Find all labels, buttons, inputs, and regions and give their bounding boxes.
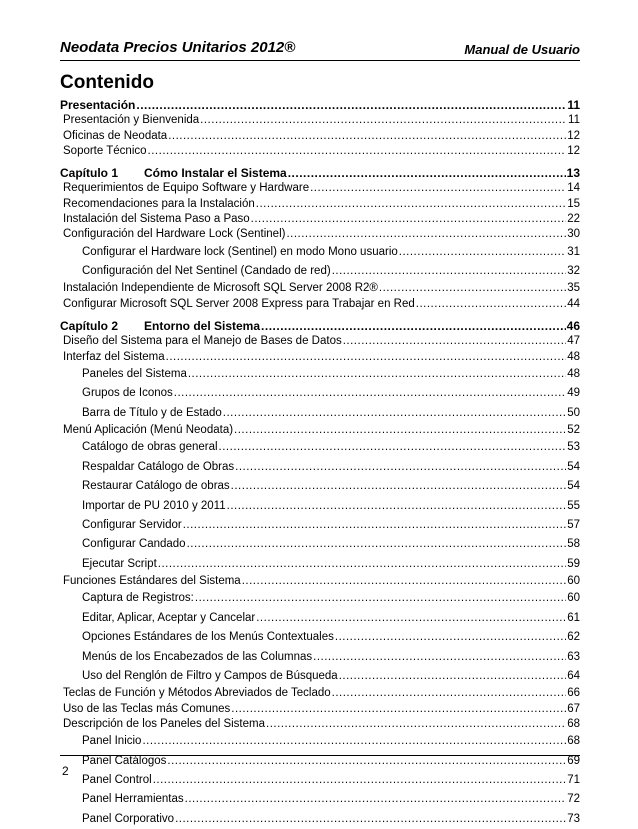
toc-entry-text [63, 197, 255, 212]
dot-leader [174, 384, 566, 403]
toc-entry-text [82, 438, 218, 457]
dot-leader [223, 404, 566, 423]
dot-leader [399, 243, 566, 262]
toc-entry-text [63, 281, 378, 296]
toc-entry-label: Editar, Aplicar, Aceptar y Cancelar [82, 611, 256, 624]
dot-leader [235, 458, 566, 477]
toc-entry[interactable] [60, 702, 580, 717]
toc-entry[interactable] [60, 732, 580, 751]
toc-entry-text [63, 212, 250, 227]
toc-page-number: 59 [567, 557, 580, 570]
toc-entry-text [63, 227, 285, 242]
toc-entry-label: Uso de las Teclas más Comunes [63, 702, 231, 715]
toc-entry-label: Panel Inicio [82, 735, 142, 748]
toc-entry-label: Instalación Independiente de Microsoft SQL Server 2008 R2® [63, 282, 378, 295]
toc-page-number: 54 [567, 460, 580, 473]
toc-entry-label: Teclas de Función y Métodos Abreviados de Teclado [63, 687, 331, 700]
toc-page-number: 12 [567, 144, 580, 157]
toc-entry-label: Menú Aplicación (Menú Neodata) [63, 424, 234, 437]
toc-entry-label: Cómo Instalar el Sistema [144, 166, 287, 181]
dot-leader [200, 113, 567, 128]
toc-entry[interactable] [60, 686, 580, 701]
toc-entry-text [82, 262, 331, 281]
toc-page-number: 46 [566, 319, 580, 334]
toc-page-number: 64 [567, 670, 580, 682]
dot-leader [332, 262, 567, 281]
toc-entry-label: Funciones Estándares del Sistema [63, 575, 241, 588]
toc-title: Contenido [60, 72, 154, 93]
toc-entry-text [63, 129, 167, 144]
toc-page-number: 55 [567, 499, 580, 512]
toc-page-number: 68 [567, 735, 580, 748]
header-product-title: Neodata Precios Unitarios 2012® [60, 39, 296, 56]
toc-page-number: 48 [567, 367, 580, 380]
toc-page-number: 73 [567, 812, 580, 825]
toc-entry[interactable] [60, 458, 580, 477]
toc-entry-label: Configuración del Hardware Lock (Sentinel) [63, 228, 286, 241]
toc-entry-label: Barra de Título y de Estado [82, 406, 222, 419]
toc-page-number: 12 [567, 129, 580, 142]
toc-page-number: 49 [567, 387, 580, 400]
dot-leader [266, 717, 566, 732]
toc-page-number: 35 [567, 282, 580, 295]
toc-entry[interactable] [60, 810, 580, 829]
toc-entry[interactable] [60, 384, 580, 403]
toc-entry-text [82, 555, 157, 574]
dot-leader [187, 535, 567, 554]
toc-entry-label: Descripción de los Paneles del Sistema [63, 717, 265, 730]
dot-leader [195, 589, 566, 608]
toc-entry[interactable] [60, 717, 580, 732]
toc-entry-text [82, 609, 255, 628]
toc-entry-text [63, 702, 230, 717]
toc-entry-text [63, 334, 342, 349]
toc-entry[interactable] [60, 144, 580, 159]
toc-page-number: 44 [567, 297, 580, 310]
toc-entry[interactable] [60, 197, 580, 212]
dot-leader [188, 365, 566, 384]
dot-leader [231, 477, 567, 496]
toc-entry-label: Panel Control [82, 774, 152, 787]
dot-leader [242, 574, 566, 589]
toc-page-number: 71 [567, 774, 580, 787]
toc-page-number: 52 [567, 424, 580, 437]
dot-leader [343, 334, 566, 349]
toc-page-number: 32 [567, 265, 580, 278]
dot-leader [286, 227, 566, 242]
toc-entry[interactable] [60, 181, 580, 196]
toc-entry-text [82, 790, 184, 809]
toc-entry[interactable] [60, 477, 580, 496]
toc-entry[interactable] [60, 423, 580, 438]
toc-page-number: 14 [567, 182, 580, 195]
toc-entry-label: Panel Herramientas [82, 793, 184, 806]
toc-entry-text [63, 686, 331, 701]
toc-entry-text [82, 667, 338, 686]
toc-entry-text [82, 771, 152, 790]
toc-entry-text [82, 810, 174, 829]
toc-page-number: 11 [568, 114, 580, 127]
toc-entry-label: Presentación [60, 98, 136, 112]
dot-leader [379, 281, 566, 296]
toc-entry-text [82, 365, 187, 384]
dot-leader [219, 438, 567, 457]
toc-entry-text [82, 384, 173, 403]
dot-leader [168, 129, 566, 144]
toc-entry-text [63, 297, 415, 312]
toc-page-number: 22 [567, 213, 580, 226]
toc-entry-text [63, 144, 147, 159]
dot-leader [251, 212, 567, 227]
toc-entry-text [82, 732, 141, 751]
toc-entry[interactable] [60, 516, 580, 535]
toc-entry[interactable] [60, 334, 580, 349]
toc-entry-label: Interfaz del Sistema [63, 350, 165, 363]
toc-entry-label: Importar de PU 2010 y 2011 [82, 499, 226, 512]
dot-leader [153, 771, 567, 790]
toc-page-number: 58 [567, 538, 580, 551]
toc-entry-label: Configurar Microsoft SQL Server 2008 Express para Trabajar en Red [63, 297, 415, 310]
dot-leader [261, 319, 566, 334]
toc-page-number: 69 [567, 754, 580, 767]
toc-entry-label: Uso del Renglón de Filtro y Campos de Búsqueda [82, 670, 338, 682]
toc-page-number: 68 [567, 717, 580, 730]
toc-entry-text [63, 423, 233, 438]
toc-page-number: 63 [567, 650, 580, 663]
dot-leader [256, 609, 566, 628]
dot-leader [183, 516, 566, 535]
toc-entry-text [82, 589, 194, 608]
toc-entry-text [82, 535, 186, 554]
toc-entry-label: Opciones Estándares de los Menús Contextuales [82, 631, 334, 644]
toc-spacer [60, 159, 580, 166]
toc-entry-text [82, 648, 312, 667]
dot-leader [175, 810, 566, 829]
toc-page-number: 61 [567, 611, 580, 624]
toc-entry-label: Requerimientos de Equipo Software y Hardware [63, 182, 310, 195]
toc-page-number: 57 [567, 518, 580, 531]
dot-leader [158, 555, 566, 574]
toc-entry[interactable] [60, 129, 580, 144]
toc-entry-text [63, 181, 309, 196]
toc-entry-text [82, 497, 226, 516]
dot-leader [231, 702, 566, 717]
toc-entry[interactable] [60, 404, 580, 423]
toc-entry-text [63, 717, 265, 732]
toc-entry[interactable] [60, 628, 580, 647]
toc-entry[interactable] [60, 262, 580, 281]
toc-entry-label: Configurar Candado [82, 538, 186, 551]
toc-entry-text [82, 628, 334, 647]
dot-leader [148, 144, 567, 159]
toc-entry-label: Configuración del Net Sentinel (Candado de red) [82, 265, 331, 278]
toc-chapter-entry[interactable] [60, 166, 580, 181]
toc-entry-label: Configurar Servidor [82, 518, 182, 531]
dot-leader [416, 297, 566, 312]
toc-page-number: 60 [567, 592, 580, 605]
toc-page-number: 15 [567, 197, 580, 210]
dot-leader [185, 790, 567, 809]
toc-entry-text [82, 516, 182, 535]
toc-entry-text [82, 404, 222, 423]
toc-entry-label: Paneles del Sistema [82, 367, 187, 380]
toc-entry-label: Respaldar Catálogo de Obras [82, 460, 235, 473]
toc-entry-label: Catálogo de obras general [82, 441, 218, 454]
toc-entry-label: Grupos de Iconos [82, 387, 173, 400]
toc-page-number: 60 [567, 575, 580, 588]
toc-entry-label: Oficinas de Neodata [63, 129, 168, 142]
toc-page-number: 31 [567, 245, 580, 258]
chapter-number: Capítulo 1 [60, 166, 119, 181]
toc-entry-text [82, 458, 234, 477]
toc-entry-text [63, 574, 241, 589]
toc-entry[interactable] [60, 438, 580, 457]
toc-page-number: 50 [567, 406, 580, 419]
toc-entry[interactable] [60, 297, 580, 312]
toc-entry[interactable] [60, 350, 580, 365]
toc-entry[interactable] [60, 609, 580, 628]
dot-leader [288, 166, 566, 181]
toc-entry-label: Panel Catálogos [82, 754, 167, 767]
toc-entry-label: Presentación y Bienvenida [63, 114, 200, 127]
toc-entry-label: Restaurar Catálogo de obras [82, 480, 230, 493]
toc-entry-text [82, 477, 230, 496]
toc-entry[interactable] [60, 281, 580, 296]
toc-page-number: 54 [567, 480, 580, 493]
toc-entry-text [60, 319, 260, 334]
toc-entry[interactable] [60, 227, 580, 242]
toc-entry[interactable] [60, 113, 580, 128]
dot-leader [332, 686, 567, 701]
toc-entry-label: Menús de los Encabezados de las Columnas [82, 650, 313, 663]
dot-leader [227, 497, 567, 516]
table-of-contents [60, 98, 580, 829]
toc-page-number: 72 [567, 793, 580, 806]
toc-entry[interactable] [60, 98, 580, 113]
toc-entry-text [82, 243, 398, 262]
page-header [60, 30, 580, 61]
toc-page-number: 53 [567, 441, 580, 454]
toc-page-number: 66 [567, 687, 580, 700]
toc-entry[interactable] [60, 212, 580, 227]
toc-entry-label: Entorno del Sistema [144, 319, 261, 334]
toc-page-number: 30 [567, 228, 580, 241]
toc-entry[interactable] [60, 648, 580, 667]
toc-page-number: 62 [567, 631, 580, 644]
toc-page-number: 47 [567, 335, 580, 348]
dot-leader [136, 98, 566, 113]
toc-page-number: 13 [566, 166, 580, 181]
toc-entry-label: Diseño del Sistema para el Manejo de Bases de Datos [63, 335, 342, 348]
dot-leader [335, 628, 566, 647]
toc-page-number: 67 [567, 702, 580, 715]
toc-entry[interactable] [60, 790, 580, 809]
dot-leader [256, 197, 566, 212]
chapter-number: Capítulo 2 [60, 319, 119, 334]
toc-entry-label: Instalación del Sistema Paso a Paso [63, 213, 250, 226]
dot-leader [166, 350, 567, 365]
dot-leader [310, 181, 566, 196]
toc-entry[interactable] [60, 365, 580, 384]
toc-entry[interactable] [60, 574, 580, 589]
toc-page-number: 11 [567, 98, 580, 112]
toc-entry-text [63, 113, 199, 128]
dot-leader [142, 732, 566, 751]
toc-entry-text [60, 166, 287, 181]
page-number: 2 [62, 764, 69, 778]
toc-entry[interactable] [60, 243, 580, 262]
toc-spacer [60, 312, 580, 319]
header-manual-title: Manual de Usuario [464, 42, 580, 57]
toc-page-number: 48 [567, 350, 580, 363]
toc-entry-label: Captura de Registros: [82, 592, 194, 605]
toc-entry[interactable] [60, 555, 580, 574]
toc-entry-label: Ejecutar Script [82, 557, 157, 570]
dot-leader [339, 667, 567, 686]
toc-entry[interactable] [60, 535, 580, 554]
toc-chapter-entry[interactable] [60, 319, 580, 334]
dot-leader [234, 423, 566, 438]
toc-entry-text [60, 98, 135, 113]
toc-entry[interactable] [60, 771, 580, 790]
toc-entry[interactable] [60, 497, 580, 516]
toc-entry-label: Recomendaciones para la Instalación [63, 197, 255, 210]
toc-entry-text [63, 350, 165, 365]
toc-entry[interactable] [60, 667, 580, 686]
dot-leader [313, 648, 566, 667]
toc-entry-label: Soporte Técnico [63, 144, 147, 157]
toc-entry-label: Configurar el Hardware lock (Sentinel) en modo Mono usuario [82, 245, 398, 258]
toc-entry[interactable] [60, 589, 580, 608]
toc-entry-label: Panel Corporativo [82, 812, 175, 825]
